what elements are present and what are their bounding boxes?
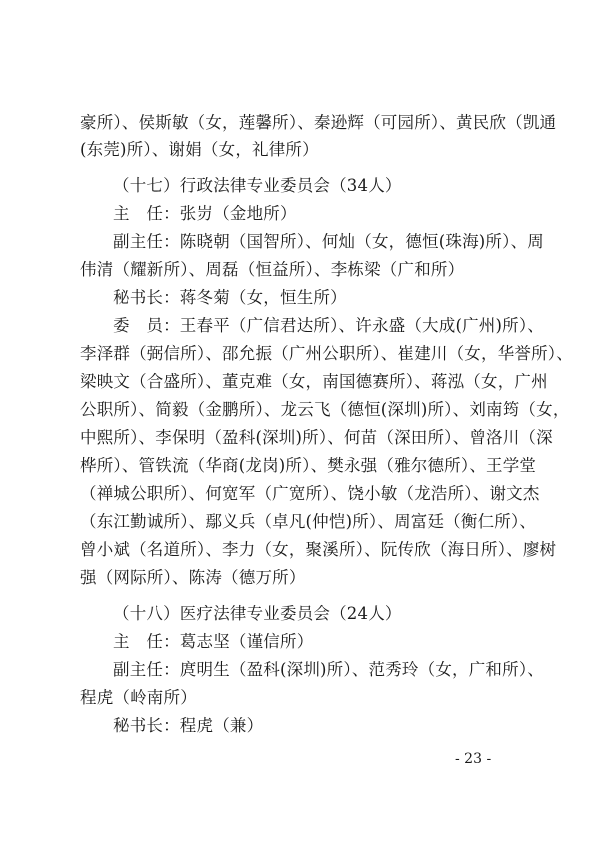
text-line: 豪所）、侯斯敏（女，莲馨所）、秦逊辉（可园所）、黄民欣（凯通: [80, 113, 557, 132]
members-line: 梁映文（合盛所）、董克难（女，南国德赛所）、蒋泓（女，广州: [80, 372, 548, 391]
secretary-line: 秘书长：程虎（兼）: [113, 716, 264, 735]
page-number: - 23 -: [455, 751, 492, 767]
members-line: 委 员：王春平（广信君达所）、许永盛（大成(广州)所）、: [113, 316, 544, 335]
members-line: 中熙所）、李保明（盈科(深圳)所）、何苗（深田所）、曾洛川（深: [80, 428, 553, 447]
members-line: （东江勤诚所）、鄢义兵（卓凡(仲恺)所）、周富廷（衡仁所）、: [80, 512, 537, 531]
members-line: 强（网际所）、陈涛（德万所）: [80, 568, 306, 587]
members-line: （禅城公职所）、何宽军（广宽所）、饶小敏（龙浩所）、谢文杰: [80, 484, 540, 503]
deputy-line: 程虎（岭南所）: [80, 688, 197, 707]
deputy-line: 伟清（耀新所）、周磊（恒益所）、李栋梁（广和所）: [80, 260, 465, 279]
deputy-line: 副主任：陈晓朝（国智所）、何灿（女，德恒(珠海)所）、周: [113, 232, 544, 251]
director-line: 主 任：葛志坚（谨信所）: [113, 632, 314, 651]
text-line: (东莞)所）、谢娟（女，礼律所）: [80, 140, 319, 159]
members-line: 公职所）、简毅（金鹏所）、龙云飞（德恒(深圳)所）、刘南筠（女，: [80, 400, 570, 419]
deputy-line: 副主任：庹明生（盈科(深圳)所）、范秀玲（女，广和所）、: [113, 660, 544, 679]
secretary-line: 秘书长：蒋冬菊（女，恒生所）: [113, 288, 347, 307]
members-line: 李泽群（弼信所）、邵允振（广州公职所）、崔建川（女，华誉所）、: [80, 344, 573, 363]
members-line: 曾小斌（名道所）、李力（女，聚溪所）、阮传欣（海日所）、廖树: [80, 540, 557, 559]
section-heading: （十八）医疗法律专业委员会（24人）: [113, 604, 402, 623]
members-line: 桦所）、管铁流（华商(龙岗)所）、樊永强（雅尔德所）、王学堂: [80, 456, 537, 475]
director-line: 主 任：张岃（金地所）: [113, 204, 297, 223]
section-heading: （十七）行政法律专业委员会（34人）: [113, 176, 402, 195]
